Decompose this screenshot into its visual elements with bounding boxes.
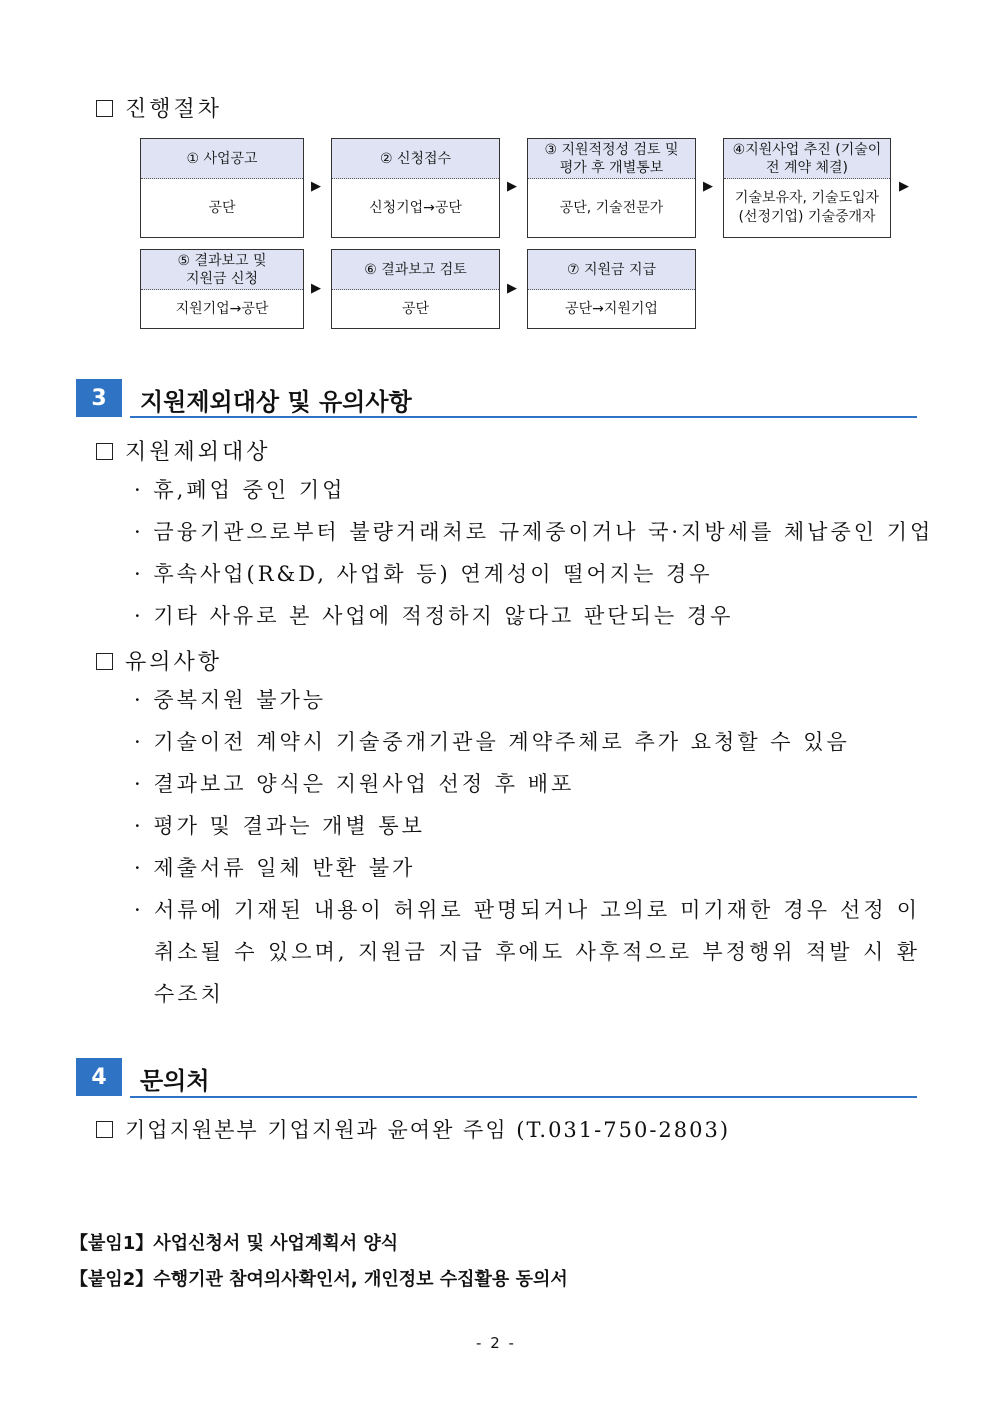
checkbox-square-icon [96,100,113,117]
section-number: 4 [76,1058,122,1096]
step-title: ⑦ 지원금 지급 [528,250,695,290]
procedure-step-3 [527,138,696,238]
list-item: · 결과보고 양식은 지원사업 선정 후 배포 [134,772,575,796]
exclusion-heading: 지원제외대상 [96,435,271,466]
exclusion-list [134,469,933,637]
step-title: ① 사업공고 [141,139,303,179]
step-title: ② 신청접수 [332,139,499,179]
list-item: · 후속사업(R&D, 사업화 등) 연계성이 떨어지는 경우 [134,562,713,586]
list-item: · 금융기관으로부터 불량거래처로 규제중이거나 국·지방세를 체납중인 기업 [134,520,934,544]
procedure-step-1 [140,138,304,238]
step-title: ④지원사업 추진 (기술이전 계약 체결) [724,139,890,179]
notes-list [134,679,920,1015]
section-title: 문의처 [140,1067,210,1095]
procedure-step-5 [140,249,304,329]
attachment-1: 【붙임1】사업신청서 및 사업계획서 양식 [70,1233,399,1254]
section-title: 지원제외대상 및 유의사항 [140,388,412,416]
section-underline [130,1096,917,1098]
procedure-step-2 [331,138,500,238]
list-item: · 중복지원 불가능 [134,688,327,712]
arrow-right-icon: ▶ [311,281,321,296]
step-body: 기술보유자, 기술도입자(선정기업) 기술중개자 [734,190,880,225]
arrow-right-icon: ▶ [703,179,713,194]
step-body: 신청기업→공단 [369,199,462,216]
attachment-2: 【붙임2】수행기관 참여의사확인서, 개인정보 수집활용 동의서 [70,1269,568,1290]
page-number: - 2 - [476,1334,516,1352]
step-body: 지원기업→공단 [175,300,269,317]
list-item: · 기술이전 계약시 기술중개기관을 계약주체로 추가 요청할 수 있음 [134,730,850,754]
checkbox-square-icon [96,653,113,670]
notes-heading: 유의사항 [96,645,222,676]
list-item: · 기타 사유로 본 사업에 적정하지 않다고 판단되는 경우 [134,604,734,628]
step-body: 공단 [208,199,236,216]
arrow-right-icon: ▶ [507,281,517,296]
step-body: 공단→지원기업 [565,300,658,317]
procedure-step-6 [331,249,500,329]
step-body: 공단, 기술전문가 [559,199,664,216]
procedure-heading: 진행절차 [96,92,222,123]
list-item: · 평가 및 결과는 개별 통보 [134,814,425,838]
section-underline [130,416,917,418]
list-item: · 휴,폐업 중인 기업 [134,478,346,502]
arrow-right-icon: ▶ [311,179,321,194]
step-title: ③ 지원적정성 검토 및 평가 후 개별통보 [528,139,695,179]
arrow-right-icon: ▶ [507,179,517,194]
step-body: 공단 [401,300,430,317]
step-title: ⑥ 결과보고 검토 [332,250,499,290]
section-number: 3 [76,379,122,417]
contact-line: 기업지원본부 기업지원과 윤여완 주임 (T.031-750-2803) [96,1114,730,1144]
procedure-step-4 [723,138,891,238]
arrow-right-icon: ▶ [899,179,909,194]
checkbox-square-icon [96,1121,113,1138]
list-item: · 제출서류 일체 반환 불가 [134,856,416,880]
list-item: · 서류에 기재된 내용이 허위로 판명되거나 고의로 미기재한 경우 선정 이 취소될 수 있으며, 지원금 지급 후에도 사후적으로 부정행위 적발 시 환수조치 [134,889,920,1015]
procedure-step-7 [527,249,696,329]
list-item-text: 서류에 기재된 내용이 허위로 판명되거나 고의로 미기재한 경우 선정 이 취소될 수 있으며, 지원금 지급 후에도 사후적으로 부정행위 적발 시 환수조치 [154,898,920,1006]
checkbox-square-icon [96,443,113,460]
step-title: ⑤ 결과보고 및 지원금 신청 [141,250,303,290]
